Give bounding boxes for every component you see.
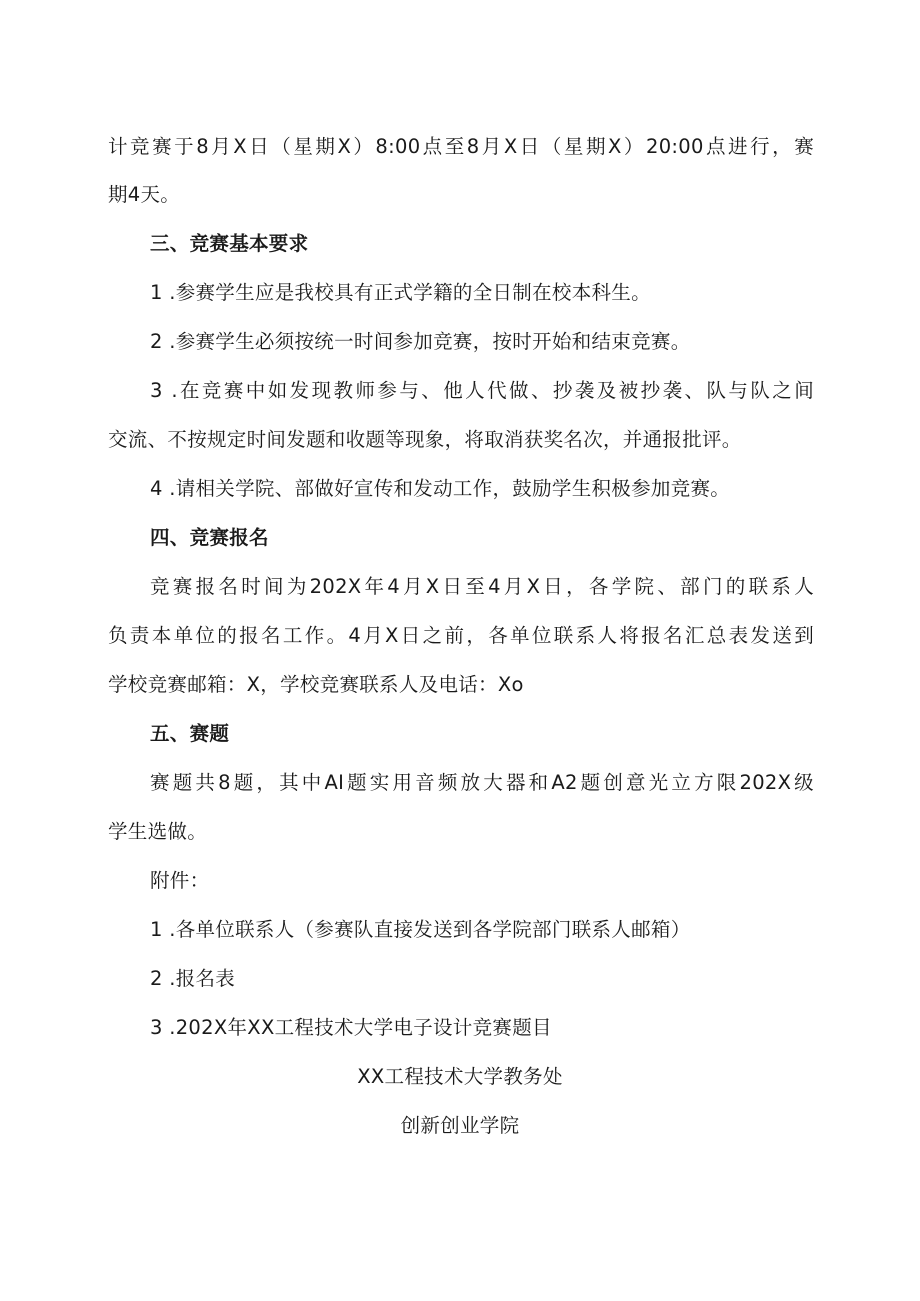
schedule-paragraph-line-1: 计竞赛于8月X日（星期X）8:00点至8月X日（星期X）20:00点进行，赛: [108, 135, 814, 158]
topics-paragraph-line-2: 学生选做。: [108, 820, 208, 843]
requirement-item-2: 2 .参赛学生必须按统一时间参加竞赛，按时开始和结束竞赛。: [150, 330, 691, 353]
schedule-paragraph-line-2: 期4天。: [108, 183, 181, 206]
requirement-item-3-line-2: 交流、不按规定时间发题和收题等现象，将取消获奖名次，并通报批评。: [108, 428, 742, 451]
section-heading-topics: 五、赛题: [150, 722, 230, 745]
attachments-label: 附件：: [150, 869, 210, 892]
signature-office: XX工程技术大学教务处: [357, 1065, 563, 1088]
signature-college: 创新创业学院: [400, 1114, 520, 1137]
section-heading-registration: 四、竞赛报名: [150, 526, 269, 549]
section-heading-requirements: 三、竞赛基本要求: [150, 232, 309, 255]
requirement-item-3-line-1: 3 .在竞赛中如发现教师参与、他人代做、抄袭及被抄袭、队与队之间: [150, 379, 814, 402]
registration-paragraph-line-2: 负责本单位的报名工作。4月X日之前，各单位联系人将报名汇总表发送到: [108, 624, 814, 647]
attachment-item-2: 2 .报名表: [150, 967, 236, 990]
topics-paragraph-line-1: 赛题共8题，其中AI题实用音频放大器和A2题创意光立方限202X级: [150, 771, 814, 794]
requirement-item-1: 1 .参赛学生应是我校具有正式学籍的全日制在校本科生。: [150, 281, 651, 304]
registration-paragraph-line-3: 学校竞赛邮箱：X，学校竞赛联系人及电话：Xo: [108, 673, 524, 696]
registration-paragraph-line-1: 竞赛报名时间为202X年4月X日至4月X日，各学院、部门的联系人: [150, 575, 814, 598]
attachment-item-1: 1 .各单位联系人（参赛队直接发送到各学院部门联系人邮箱）: [150, 918, 691, 941]
requirement-item-4: 4 .请相关学院、部做好宣传和发动工作，鼓励学生积极参加竞赛。: [150, 477, 731, 500]
attachment-item-3: 3 .202X年XX工程技术大学电子设计竞赛题目: [150, 1016, 552, 1039]
